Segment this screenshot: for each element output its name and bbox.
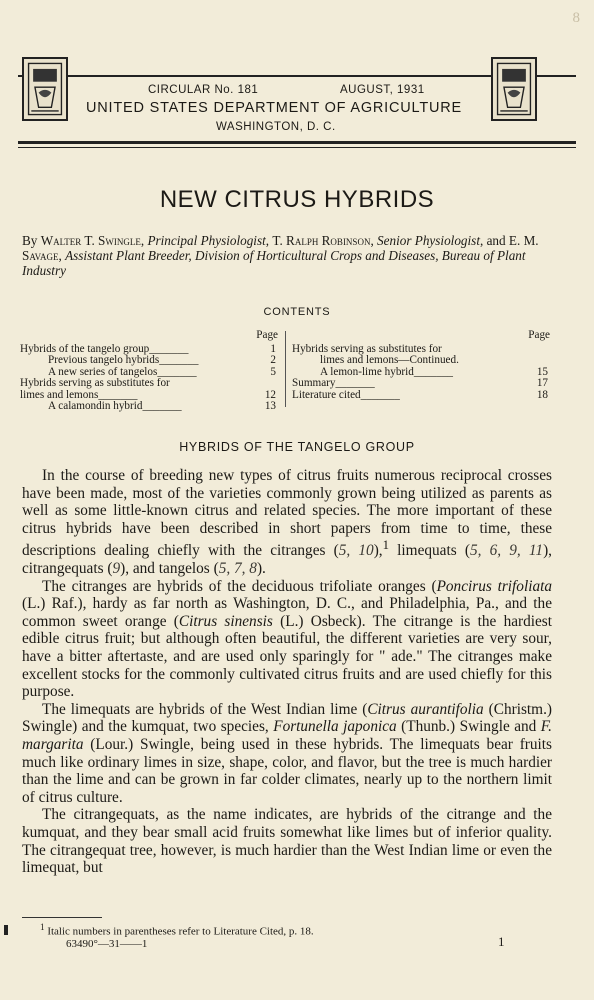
contents-entry-label: limes and lemons—Continued. xyxy=(320,354,459,366)
body-text xyxy=(22,467,552,877)
contents-leader: _______ xyxy=(157,365,197,378)
contents-entry-label: A calamondin hybrid xyxy=(48,400,143,412)
contents-entry-page: 18 xyxy=(536,388,548,401)
contents-leader: _______ xyxy=(335,377,375,389)
contents-leader: _______ xyxy=(142,400,182,412)
header-bottom-rule-thin xyxy=(18,147,576,148)
contents-leader: _______ xyxy=(413,365,453,378)
species-name: Poncirus trifoliata xyxy=(436,577,552,595)
circular-line xyxy=(148,84,425,96)
paragraph: In the course of breeding new types of citrus fruits numerous reciprocal crosses have been made, most of the varieties commonly grown being utilized as parents as well as some little-known citrus and related species. The more important of these citrus hybrids have been described in short papers from time to time, these descriptions dealing chiefly with the citranges (5, 10),$^1$ limequats (5, 6, 9, 11), citrangequats (9), and tangelos (5, 7, 8). xyxy=(22,467,552,578)
author-name: T. Ralph Robinson xyxy=(272,233,371,248)
contents-entry-page: 17 xyxy=(536,377,548,389)
department-location: WASHINGTON, D. C. xyxy=(216,121,336,133)
usda-emblem-icon xyxy=(491,57,537,121)
contents-entry-label: Hybrids serving as substitutes for xyxy=(292,342,442,355)
header-bottom-rule xyxy=(18,141,576,144)
contents-entry-page: 2 xyxy=(270,354,276,366)
usda-emblem-icon xyxy=(22,57,68,121)
contents-column-right xyxy=(292,330,550,401)
contents-leader: _______ xyxy=(98,388,138,401)
contents-heading: CONTENTS xyxy=(263,306,331,318)
contents-leader: _______ xyxy=(360,388,400,401)
contents-entry xyxy=(292,390,550,402)
author-name: Walter T. Swingle xyxy=(40,233,141,248)
footnote-marker: 1 xyxy=(40,922,45,932)
page-edge-mark: 8 xyxy=(572,10,580,26)
contents-entry-page: 5 xyxy=(270,365,276,378)
contents-leader: _______ xyxy=(149,342,189,355)
author-role: Assistant Plant Breeder, Division of Horticultural Crops and Diseases, Bureau of Plant Industry xyxy=(22,248,526,278)
author-role: Senior Physiologist xyxy=(377,233,480,248)
contents-entry-label: Summary xyxy=(292,377,336,389)
paragraph: The citranges are hybrids of the deciduous trifoliate oranges (Poncirus trifoliata (L.) Raf.), hardy as far north as Washington, D. C., and Philadelphia, Pa., and the common sweet orange (Citrus sinensis (L.) Osbeck). The citrange is the hardiest edible citrus fruit; but although often beautiful, the different varieties are very sour, have a bitter aftertaste, and are used only sparingly for " ade." The citranges make excellent stocks for the commonly cultivated citrus fruits and are used chiefly for this purpose. xyxy=(22,577,553,701)
contents-entry-page: 1 xyxy=(270,342,276,355)
contents-entry-label: A lemon-lime hybrid xyxy=(320,365,414,378)
footnote xyxy=(40,922,314,938)
contents-leader: _______ xyxy=(159,354,199,366)
contents-entry-label: A new series of tangelos xyxy=(48,365,158,378)
citation-ref: 5, 6, 9, 11 xyxy=(469,542,544,560)
contents-entry-label: Literature cited xyxy=(292,388,361,401)
page-title: NEW CITRUS HYBRIDS xyxy=(159,186,435,213)
footnote-marker: 1 xyxy=(382,538,389,553)
citation-ref: 5, 10 xyxy=(338,542,374,560)
department-name: UNITED STATES DEPARTMENT OF AGRICULTURE xyxy=(86,100,463,116)
citation-ref: 5, 7, 8 xyxy=(218,560,257,578)
contents-entry xyxy=(20,401,278,413)
byline-and: and xyxy=(486,233,506,248)
paragraph: The limequats are hybrids of the West Indian lime (Citrus aurantifolia (Christm.) Swingle) and the kumquat, two species, Fortunella japonica (Thunb.) Swingle and F. margarita (Lour.) Swingle, being used in these hybrids. The limequats bear fruits much like ordinary limes in size, shape, color, and flavor, but the tree is much hardier than the lime and can be grown in far colder climates, nearly up to the northern limit of citrus culture. xyxy=(22,700,552,806)
footnote-text: Italic numbers in parentheses refer to Literature Cited, p. 18. xyxy=(47,925,314,938)
author-role: Principal Physiologist xyxy=(147,233,266,248)
byline-by: By xyxy=(22,233,38,248)
circular-date: AUGUST, 1931 xyxy=(340,84,425,96)
species-name: Citrus aurantifolia xyxy=(367,700,484,718)
contents-divider xyxy=(285,331,286,407)
contents-column-left xyxy=(20,330,278,413)
footnote-rule xyxy=(22,917,102,918)
contents-entry-label: Previous tangelo hybrids xyxy=(48,354,160,366)
circular-number: CIRCULAR No. 181 xyxy=(148,84,259,96)
author-name: E. M. Savage xyxy=(22,233,539,263)
species-name: F. margarita xyxy=(22,718,552,753)
species-name: Citrus sinensis xyxy=(178,612,273,630)
contents-entry-label: Hybrids of the tangelo group xyxy=(20,342,150,355)
contents-entry-label: limes and lemons xyxy=(20,388,99,401)
contents-page-label: Page xyxy=(528,329,550,341)
section-heading: HYBRIDS OF THE TANGELO GROUP xyxy=(179,440,415,454)
contents-entry-page: 12 xyxy=(264,388,276,401)
print-code: 63490°—31——1 xyxy=(66,938,148,950)
contents-entry-label: Hybrids serving as substitutes for xyxy=(20,377,170,389)
page-number: 1 xyxy=(498,934,505,949)
contents-entry-page: 13 xyxy=(264,400,276,412)
byline: By Walter T. Swingle, Principal Physiologist, T. Ralph Robinson, Senior Physiologist, and E. M. Savage, Assistant Plant Breeder, Division of Horticultural Crops and Diseases, Bureau of Plant Industry xyxy=(22,233,539,278)
contents-page-label: Page xyxy=(256,329,278,341)
paragraph: The citrangequats, as the name indicates, are hybrids of the citrange and the kumquat, and they bear small acid fruits somewhat like limes but of inferior quality. The citrangequat tree, however, is much hardier than the West Indian lime or even the limequat, but xyxy=(22,806,552,877)
contents-entry-page: 15 xyxy=(536,365,548,378)
binding-mark xyxy=(4,925,8,935)
citation-ref: 9 xyxy=(112,560,121,578)
species-name: Fortunella japonica xyxy=(273,718,397,736)
